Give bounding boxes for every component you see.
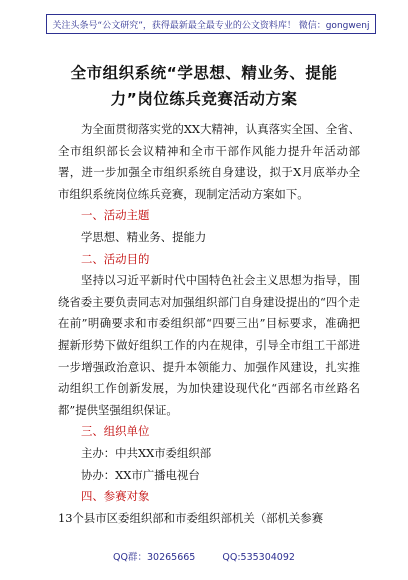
section-heading-participants: 四、参赛对象 <box>81 489 150 504</box>
intro-paragraph: 为全面贯彻落实党的XX大精神，认真落实全国、全省、全市组织部长会议精神和全市干部作风能力提升年活动部署，进一步加强全市组织系统自身建设，拟于X月底举办全市组织系统岗位练兵竞赛，现制定活动方案如下。 <box>58 122 360 201</box>
organizer-co: 协办：XX市广播电视台 <box>81 467 200 482</box>
qq-number-text: QQ:535304092 <box>222 552 295 563</box>
contact-footer <box>0 549 408 563</box>
promo-banner: 关注头条号“公文研究”，获得最新最全最专业的公文资料库！ 微信：gongwenj <box>46 14 376 34</box>
participants-paragraph: 13个县市区委组织部和市委组织部机关（部机关参赛 <box>58 510 324 525</box>
organizer-host: 主办：中共XX市委组织部 <box>81 445 212 460</box>
section-heading-theme: 一、活动主题 <box>81 208 150 223</box>
qq-group-text: QQ群：30265665 <box>113 552 196 563</box>
title-line-2: 力”岗位练兵竞赛活动方案 <box>110 90 298 108</box>
document-body <box>58 119 360 529</box>
document-title <box>30 60 378 112</box>
title-line-1: 全市组织系统“学思想、精业务、提能 <box>70 64 338 82</box>
section-heading-purpose: 二、活动目的 <box>81 251 150 266</box>
purpose-paragraph: 坚持以习近平新时代中国特色社会主义思想为指导，围绕省委主要负责同志对加强组织部门自身建设提出的“四个走在前”明确要求和市委组织部“四要三出”目标要求，准确把握新形势下做好组织工作的内在规律，引导全市组工干部进一步增强政治意识、提升本领能力、加强作风建设，扎实推动组织工作创新发展，为加快建设现代化“西部名市丝路名都”提供坚强组织保证。 <box>58 273 360 417</box>
theme-text: 学思想、精业务、提能力 <box>81 229 207 244</box>
section-heading-organizers: 三、组织单位 <box>81 424 150 439</box>
